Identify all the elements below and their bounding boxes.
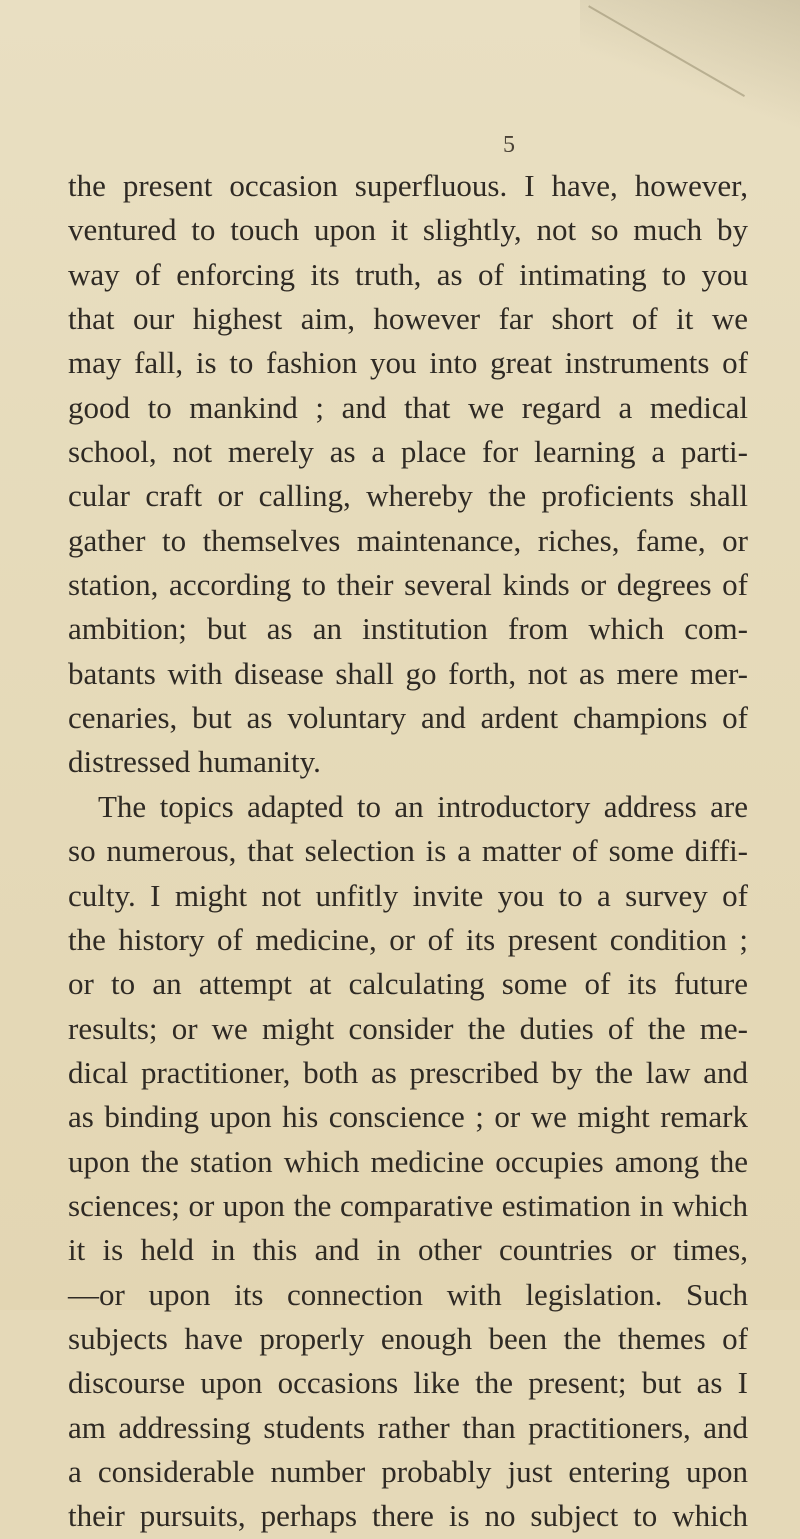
page-fold-line (588, 0, 800, 97)
text-line: the history of medicine, or of its present condition ; (68, 921, 748, 957)
text-line: ambition; but as an institution from which com- (68, 611, 748, 647)
text-line: upon the station which medicine occupies among the (68, 1143, 748, 1179)
text-line: discourse upon occasions like the present; but as I (68, 1365, 748, 1401)
text-line: the present occasion superfluous. I have, however, (68, 168, 748, 203)
text-line: results; or we might consider the duties of the me- (68, 1010, 748, 1046)
text-line: ventured to touch upon it slightly, not so much by (68, 212, 748, 248)
body-text (68, 164, 748, 1539)
text-line: station, according to their several kinds or degrees of (68, 567, 748, 603)
text-line: dical practitioner, both as prescribed by the law and (68, 1054, 748, 1090)
text-line: that our highest aim, however far short of it we (68, 301, 748, 337)
text-line: culty. I might not unfitly invite you to a survey of (68, 877, 748, 913)
text-line: cenaries, but as voluntary and ardent champions of (68, 700, 748, 736)
text-line: it is held in this and in other countries or times, (68, 1232, 748, 1268)
text-line: may fall, is to fashion you into great instruments of (68, 345, 748, 381)
text-line: —or upon its connection with legislation. Such (68, 1276, 748, 1312)
text-line: The topics adapted to an introductory address are (98, 788, 748, 824)
text-line: gather to themselves maintenance, riches, fame, or (68, 522, 748, 558)
text-line: so numerous, that selection is a matter of some diffi- (68, 833, 748, 869)
text-line: subjects have properly enough been the themes of (68, 1320, 748, 1356)
text-line: a considerable number probably just entering upon (68, 1453, 748, 1489)
text-line: cular craft or calling, whereby the proficients shall (68, 478, 748, 514)
text-line: as binding upon his conscience ; or we might remark (68, 1099, 748, 1135)
text-line: way of enforcing its truth, as of intimating to you (68, 256, 748, 292)
text-line: their pursuits, perhaps there is no subject to which (68, 1498, 748, 1534)
page-number: 5 (503, 132, 515, 158)
text-line: school, not merely as a place for learning a parti- (68, 434, 748, 470)
text-line: sciences; or upon the comparative estimation in which (68, 1187, 748, 1223)
text-line: distressed humanity. (68, 744, 321, 780)
page-corner-shadow (580, 0, 800, 140)
text-line: good to mankind ; and that we regard a medical (68, 389, 748, 425)
text-line: batants with disease shall go forth, not as mere mer- (68, 655, 748, 691)
text-line: or to an attempt at calculating some of its future (68, 966, 748, 1002)
text-line: am addressing students rather than practitioners, and (68, 1409, 748, 1445)
